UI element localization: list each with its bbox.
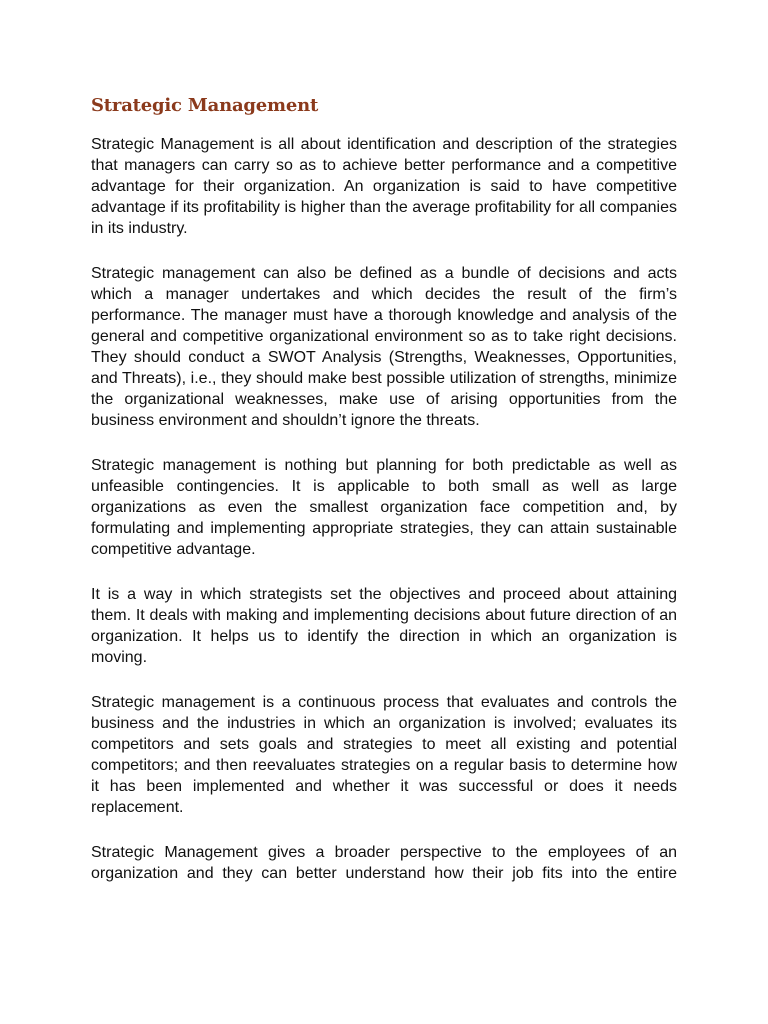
paragraph: Strategic Management is all about identification and description of the strategies that managers can carry so as to achieve better performance and a competitive advantage for their organization. An organization is said to have competitive advantage if its profitability is higher than the average profitability for all companies in its industry. xyxy=(91,136,677,237)
document-title: Strategic Management xyxy=(91,95,319,116)
paragraph: It is a way in which strategists set the objectives and proceed about attaining them. It deals with making and implementing decisions about future direction of an organization. It helps us to identify the direction in which an organization is moving. xyxy=(91,586,677,666)
paragraph: Strategic management is a continuous process that evaluates and controls the business and the industries in which an organization is involved; evaluates its competitors and sets goals and strategies to meet all existing and potential competitors; and then reevaluates strategies on a regular basis to determine how it has been implemented and whether it was successful or does it needs replacement. xyxy=(91,694,677,816)
paragraph: Strategic management can also be defined as a bundle of decisions and acts which a manager undertakes and which decides the result of the firm’s performance. The manager must have a thorough knowledge and analysis of the general and competitive organizational environment so as to take right decisions. They should conduct a SWOT Analysis (Strengths, Weaknesses, Opportunities, and Threats), i.e., they should make best possible utilization of strengths, minimize the organizational weaknesses, make use of arising opportunities from the business environment and shouldn’t ignore the threats. xyxy=(91,265,677,429)
paragraph: Strategic management is nothing but planning for both predictable as well as unfeasible contingencies. It is applicable to both small as well as large organizations as even the smallest organization face competition and, by formulating and implementing appropriate strategies, they can attain sustainable competitive advantage. xyxy=(91,457,677,558)
document-body xyxy=(91,134,677,908)
paragraph: Strategic Management gives a broader perspective to the employees of an organization and they can better understand how their job fits into the entire xyxy=(91,844,677,882)
